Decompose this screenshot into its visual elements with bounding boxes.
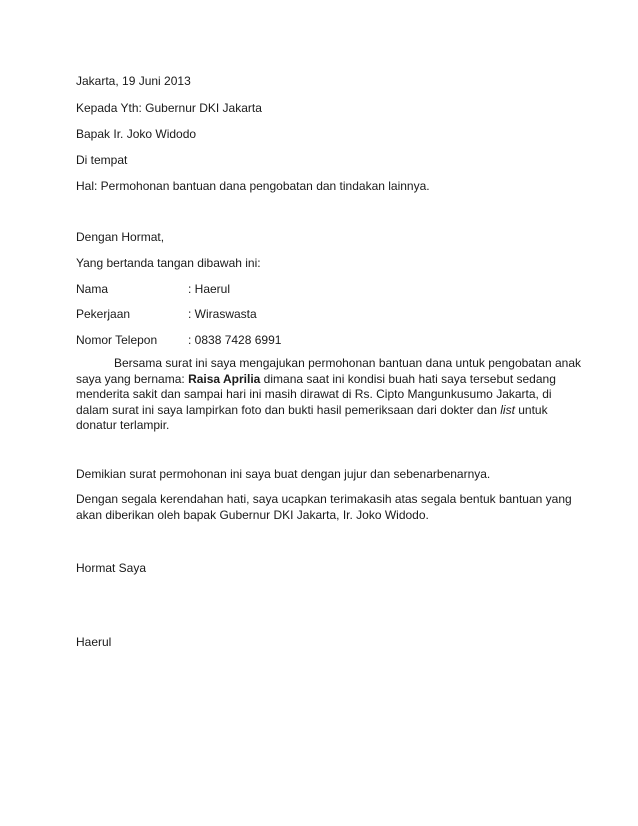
body-line-5: donatur terlampir. <box>76 418 170 432</box>
thanks-line-1: Dengan segala kerendahan hati, saya ucapkan terimakasih atas segala bentuk bantuan yang <box>76 492 572 506</box>
closing-statement: Demikian surat permohonan ini saya buat dengan jujur dan sebenarbenarnya. <box>76 467 491 481</box>
subject-line: Hal: Permohonan bantuan dana pengobatan dan tindakan lainnya. <box>76 179 430 193</box>
body-paragraph <box>76 356 581 434</box>
thanks-line-2: akan diberikan oleh bapak Gubernur DKI Jakarta, Ir. Joko Widodo. <box>76 507 429 522</box>
field-label-pekerjaan: Pekerjaan <box>76 307 131 321</box>
recipient-line: Kepada Yth: Gubernur DKI Jakarta <box>76 101 262 115</box>
body-line-1: Bersama surat ini saya mengajukan permohonan bantuan dana untuk pengobatan anak <box>114 356 581 370</box>
signer-name: Haerul <box>76 635 112 649</box>
body-line-3: menderita sakit dan sampai hari ini masih dirawat di Rs. Cipto Mangunkusumo Jakarta, di <box>76 387 552 401</box>
field-label-nama: Nama <box>76 282 109 296</box>
body-line-2 <box>76 372 566 388</box>
patient-name: Raisa Aprilia <box>188 371 261 386</box>
field-value-telepon: : 0838 7428 6991 <box>188 333 282 347</box>
intro-line: Yang bertanda tangan dibawah ini: <box>76 256 261 270</box>
thanks-paragraph <box>76 492 572 523</box>
date-line: Jakarta, 19 Juni 2013 <box>76 74 191 88</box>
field-value-pekerjaan: : Wiraswasta <box>188 307 257 321</box>
place-line: Di tempat <box>76 153 128 167</box>
body-line-4-start: dalam surat ini saya lampirkan foto dan bukti hasil pemeriksaan dari dokter dan <box>76 402 501 417</box>
sign-off: Hormat Saya <box>76 561 147 575</box>
field-value-nama: : Haerul <box>188 282 231 296</box>
list-word: list <box>500 402 515 417</box>
field-label-telepon: Nomor Telepon <box>76 333 158 347</box>
body-line-2-end: dimana saat ini kondisi buah hati saya tersebut sedang <box>260 371 556 386</box>
body-line-2-start: saya yang bernama: <box>76 371 189 386</box>
recipient-name: Bapak Ir. Joko Widodo <box>76 127 197 141</box>
body-line-4 <box>76 403 566 419</box>
body-line-4-end: untuk <box>514 402 548 417</box>
greeting: Dengan Hormat, <box>76 230 165 244</box>
